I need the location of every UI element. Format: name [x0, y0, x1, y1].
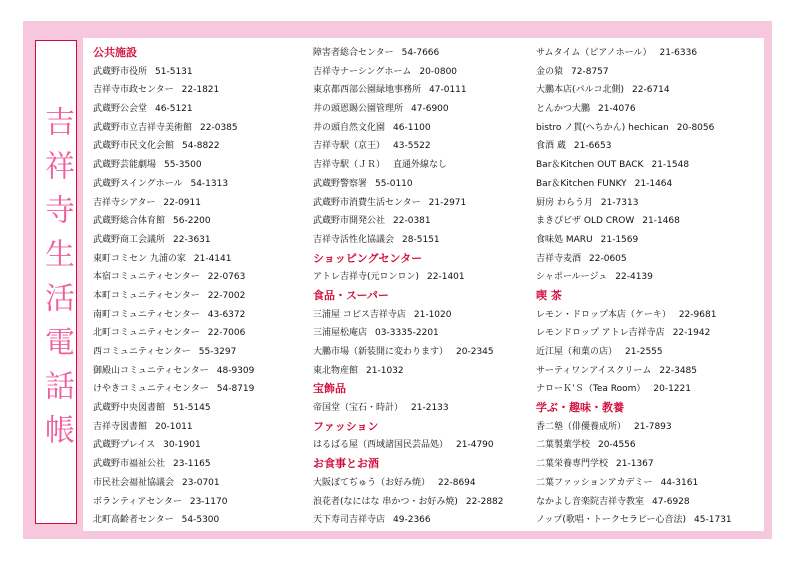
- entry-phone: 51-5131: [155, 66, 193, 77]
- entry-phone: 20-1221: [653, 384, 691, 395]
- entry-name: 武蔵野中央図書館: [93, 403, 166, 414]
- entry-name: 大阪ぼてぢゅう（お好み焼）: [313, 477, 431, 488]
- entry-name: とんかつ大鵬: [536, 104, 591, 115]
- entry-name: bistro ノ貫(へちかん) hechican: [536, 122, 669, 133]
- entry-name: 武蔵野芸能劇場: [93, 160, 157, 171]
- column-2: [313, 44, 533, 530]
- entry-name: 武蔵野市消費生活センター: [313, 197, 421, 208]
- entry-phone: 54-5300: [181, 515, 220, 526]
- entry-phone: 21-7893: [634, 421, 672, 432]
- entry-phone: 22-7006: [207, 328, 246, 339]
- entry-phone: 47-6900: [411, 104, 449, 115]
- entry-name: 井の頭恩賜公園管理所: [313, 104, 404, 115]
- entry-phone: 55-3500: [164, 160, 202, 171]
- entry-name: はるばる屋（西域諸国民芸品処）: [313, 440, 449, 451]
- entry-name: 東京都西部公園緑地事務所: [313, 85, 422, 96]
- entry-name: 浪花者(なにはな 串かつ・お好み焼): [313, 496, 458, 507]
- entry-phone: 22-0605: [589, 253, 627, 264]
- entry-phone: 28-5151: [402, 234, 440, 245]
- entry-phone: 20-2345: [456, 347, 494, 357]
- entry-name: 武蔵野警察署: [313, 178, 368, 189]
- directory-entry: [313, 306, 533, 325]
- directory-entry: [93, 212, 303, 231]
- directory-entry: [93, 63, 303, 82]
- entry-phone: 21-4076: [598, 104, 636, 115]
- entry-name: 金の猿: [536, 66, 564, 77]
- directory-entry: [536, 194, 761, 213]
- title-box: [35, 40, 77, 524]
- directory-entry: [313, 175, 533, 194]
- entry-name: 武蔵野市福祉公社: [93, 459, 166, 470]
- section-heading: ファッション: [313, 419, 379, 433]
- entry-name: レモン・ドロップ本店（ケーキ）: [536, 309, 671, 320]
- entry-name: 三浦屋 コピス吉祥寺店: [313, 309, 406, 320]
- entry-phone: 21-4141: [193, 253, 232, 264]
- directory-entry: [93, 156, 303, 175]
- entry-phone: 21-2133: [411, 403, 449, 414]
- entry-name: 井の頭自然文化園: [313, 122, 386, 133]
- entry-phone: 46-1100: [393, 122, 431, 133]
- entry-name: 香二塾（俳優養成所）: [536, 421, 627, 432]
- page-title: 吉祥寺生活電話帳: [39, 106, 74, 458]
- entry-name: 本宿コミュニティセンター: [93, 272, 200, 283]
- directory-entry: [536, 418, 761, 437]
- directory-entry: [93, 231, 303, 250]
- entry-name: 吉祥寺ナーシングホーム: [313, 66, 412, 77]
- entry-name: 帝国堂（宝石・時計）: [313, 403, 404, 414]
- directory-entry: [93, 343, 303, 362]
- entry-phone: 20-8056: [676, 122, 715, 133]
- entry-phone: 72-8757: [571, 66, 609, 77]
- entry-phone: 48-9309: [216, 365, 255, 376]
- directory-entry: [536, 100, 761, 119]
- entry-phone: 22-3485: [659, 365, 697, 376]
- directory-entry: [93, 81, 303, 100]
- entry-phone: 54-1313: [190, 178, 229, 189]
- entry-phone: 21-6653: [573, 141, 612, 152]
- directory-entry: [313, 63, 533, 82]
- entry-name: 武蔵野市立吉祥寺美術館: [93, 122, 193, 133]
- directory-entry: [536, 362, 761, 381]
- entry-name: 吉祥寺図書館: [93, 421, 148, 432]
- entry-name: まきぴビザ OLD CROW: [536, 216, 635, 227]
- directory-entry: [93, 119, 303, 138]
- entry-phone: 54-8822: [182, 141, 220, 152]
- directory-entry: [93, 100, 303, 119]
- entry-phone: 43-5522: [393, 141, 431, 152]
- directory-entry: [536, 137, 761, 156]
- entry-phone: 22-0763: [207, 272, 246, 283]
- directory-entry: [536, 474, 761, 493]
- directory-entry: [93, 194, 303, 213]
- entry-name: 武蔵野商工会議所: [93, 234, 166, 245]
- entry-name: 天下寿司吉祥寺店: [313, 515, 386, 526]
- directory-entry: [536, 175, 761, 194]
- entry-phone: 21-1032: [366, 365, 404, 376]
- entry-phone: 21-1464: [634, 178, 673, 189]
- directory-entry: [536, 119, 761, 138]
- entry-phone: 21-7313: [600, 197, 639, 208]
- directory-entry: [536, 268, 761, 287]
- entry-phone: 22-0381: [393, 216, 431, 227]
- entry-name: サムタイム（ピアノホール）: [536, 48, 652, 58]
- entry-name: サーティワンアイスクリーム: [536, 365, 652, 376]
- section-heading: 学ぶ・趣味・教養: [536, 401, 624, 415]
- entry-phone: 47-0111: [429, 85, 467, 96]
- entry-phone: 21-1548: [651, 160, 690, 171]
- directory-entry: [536, 343, 761, 362]
- entry-phone: 20-1011: [155, 421, 193, 432]
- directory-entry: [93, 306, 303, 325]
- entry-phone: 21-1020: [413, 309, 452, 320]
- entry-phone: 21-2555: [625, 347, 663, 357]
- entry-name: 南町コミュニティセンター: [93, 309, 200, 320]
- entry-name: Bar＆Kitchen OUT BACK: [536, 160, 644, 171]
- directory-entry: [536, 231, 761, 250]
- entry-phone: 直通外線なし: [393, 160, 448, 171]
- entry-phone: 30-1901: [163, 440, 201, 451]
- entry-phone: 23-1165: [173, 459, 211, 470]
- directory-entry: [313, 100, 533, 119]
- directory-entry: [536, 81, 761, 100]
- entry-name: なかよし音楽院吉祥寺教室: [536, 496, 645, 507]
- entry-name: 大鵬本店(パルコ北側): [536, 85, 625, 96]
- directory-entry: [313, 231, 533, 250]
- entry-name: 吉祥寺活性化協議会: [313, 234, 395, 245]
- entry-phone: 21-4790: [456, 440, 494, 451]
- entry-name: Bar＆Kitchen FUNKY: [536, 178, 627, 189]
- directory-entry: [536, 380, 761, 399]
- column-3: [536, 44, 761, 530]
- entry-phone: 22-7002: [207, 290, 246, 301]
- entry-phone: 22-3631: [173, 234, 211, 245]
- directory-entry: [536, 436, 761, 455]
- entry-name: 武蔵野スイングホール: [93, 178, 183, 189]
- entry-name: ボランティアセンター: [93, 496, 182, 507]
- entry-phone: 21-1569: [600, 234, 639, 245]
- entry-phone: 23-0701: [182, 477, 220, 488]
- directory-entry: [93, 268, 303, 287]
- entry-name: 武蔵野市役所: [93, 66, 148, 77]
- entry-phone: 49-2366: [393, 515, 431, 526]
- entry-name: 吉祥寺駅（ＪＲ）: [313, 160, 386, 171]
- directory-entry: [93, 287, 303, 306]
- entry-phone: 46-5121: [155, 104, 193, 115]
- entry-name: 三浦屋松庵店: [313, 328, 368, 339]
- entry-phone: 22-0911: [163, 197, 201, 208]
- entry-phone: 22-6714: [632, 85, 670, 96]
- directory-entry: [93, 250, 303, 269]
- entry-phone: 55-3297: [198, 347, 237, 357]
- entry-name: けやきコミュニティセンター: [93, 384, 209, 395]
- entry-name: 市民社会福祉協議会: [93, 477, 175, 488]
- entry-name: 吉祥寺市政センター: [93, 85, 174, 96]
- entry-phone: 21-6336: [659, 48, 698, 58]
- entry-phone: 54-8719: [216, 384, 255, 395]
- entry-name: 東北物産館: [313, 365, 359, 376]
- entry-name: 吉祥寺麦酒: [536, 253, 582, 264]
- entry-name: 本町コミュニティセンター: [93, 290, 200, 301]
- entry-name: ナローＫ’Ｓ（Tea Room）: [536, 384, 646, 395]
- entry-name: 北町コミュニティセンター: [93, 328, 200, 339]
- entry-name: 武蔵野市開発公社: [313, 216, 386, 227]
- directory-entry: [93, 493, 303, 512]
- section-heading: 宝飾品: [313, 382, 346, 396]
- entry-name: 吉祥寺駅（京王）: [313, 141, 386, 152]
- section-heading: お食事とお酒: [313, 457, 379, 471]
- directory-entry: [93, 511, 303, 530]
- entry-name: 障害者総合センター: [313, 48, 394, 58]
- directory-entry: [536, 511, 761, 530]
- section-heading: 喫 茶: [536, 288, 562, 302]
- directory-entry: [93, 455, 303, 474]
- directory-entry: [93, 380, 303, 399]
- directory-entry: [93, 399, 303, 418]
- entry-phone: 21-1468: [642, 216, 680, 227]
- entry-name: 吉祥寺シアター: [93, 197, 156, 208]
- directory-entry: [536, 306, 761, 325]
- directory-entry: [536, 156, 761, 175]
- entry-phone: 47-6928: [652, 496, 690, 507]
- directory-entry: [313, 474, 533, 493]
- directory-entry: [93, 137, 303, 156]
- directory-entry: [536, 63, 761, 82]
- entry-phone: 44-3161: [660, 477, 699, 488]
- entry-phone: 54-7666: [401, 48, 440, 58]
- directory-entry: [93, 436, 303, 455]
- section-heading: ショッピングセンター: [313, 251, 423, 265]
- entry-name: 大鵬市場（新装開に変わります）: [313, 347, 449, 357]
- entry-phone: 22-8694: [438, 477, 476, 488]
- entry-phone: 22-1821: [181, 85, 220, 96]
- entry-phone: 21-2971: [428, 197, 467, 208]
- entry-phone: 03-3335-2201: [375, 328, 439, 339]
- directory-entry: [93, 175, 303, 194]
- entry-name: 武蔵野総合体育館: [93, 216, 166, 227]
- entry-phone: 20-4556: [598, 440, 636, 451]
- entry-name: 武蔵野公会堂: [93, 104, 148, 115]
- entry-name: 西コミュニティセンター: [93, 347, 191, 357]
- entry-phone: 22-4139: [615, 272, 653, 283]
- directory-entry: [313, 436, 533, 455]
- directory-entry: [313, 137, 533, 156]
- directory-entry: [313, 156, 533, 175]
- directory-entry: [313, 343, 533, 362]
- entry-phone: 56-2200: [173, 216, 211, 227]
- entry-phone: 51-5145: [173, 403, 211, 414]
- entry-name: 食味処 MARU: [536, 234, 593, 245]
- entry-phone: 55-0110: [375, 178, 413, 189]
- entry-phone: 22-1401: [427, 272, 465, 283]
- entry-phone: 43-6372: [207, 309, 246, 320]
- entry-phone: 20-0800: [419, 66, 458, 77]
- entry-name: 北町高齢者センター: [93, 515, 174, 526]
- entry-name: アトレ吉祥寺(元ロンロン): [313, 272, 420, 283]
- directory-entry: [536, 324, 761, 343]
- entry-name: 二葉ファッションアカデミー: [536, 477, 653, 488]
- directory-entry: [536, 212, 761, 231]
- directory-entry: [536, 493, 761, 512]
- directory-entry: [313, 399, 533, 418]
- directory-entry: [93, 474, 303, 493]
- entry-name: 御殿山コミュニティセンター: [93, 365, 209, 376]
- entry-name: 東町コミセン 九浦の家: [93, 253, 186, 264]
- entry-phone: 45-1731: [694, 515, 732, 526]
- directory-entry: [313, 194, 533, 213]
- section-heading: 食品・スーパー: [313, 288, 389, 302]
- entry-name: 厨房 わらう月: [536, 197, 593, 208]
- entry-name: 二葉栄養専門学校: [536, 459, 609, 470]
- directory-entry: [313, 324, 533, 343]
- entry-phone: 21-1367: [616, 459, 654, 470]
- entry-name: レモンドロップ アトレ吉祥寺店: [536, 328, 665, 339]
- section-heading: 公共施設: [93, 46, 137, 59]
- entry-phone: 22-1942: [672, 328, 711, 339]
- entry-name: 武蔵野市民文化会館: [93, 141, 175, 152]
- directory-entry: [93, 418, 303, 437]
- directory-entry: [93, 324, 303, 343]
- entry-phone: 22-2882: [465, 496, 504, 507]
- directory-entry: [313, 268, 533, 287]
- directory-entry: [313, 212, 533, 231]
- entry-phone: 22-0385: [200, 122, 238, 133]
- directory-entry: [93, 362, 303, 381]
- entry-name: 食酒 蔵: [536, 141, 566, 152]
- entry-phone: 23-1170: [189, 496, 228, 507]
- directory-entry: [313, 119, 533, 138]
- entry-name: 近江屋（和菓の店）: [536, 347, 618, 357]
- directory-entry: [536, 250, 761, 269]
- entry-name: シャポールージュ: [536, 272, 608, 283]
- directory-entry: [313, 511, 533, 530]
- entry-phone: 22-9681: [678, 309, 717, 320]
- directory-entry: [313, 362, 533, 381]
- directory-entry: [536, 44, 761, 63]
- directory-entry: [313, 81, 533, 100]
- entry-name: 二葉製菓学校: [536, 440, 591, 451]
- entry-name: ノップ(歌唱・トークセラピー心音法): [536, 515, 687, 526]
- column-1: [93, 44, 303, 530]
- entry-name: 武蔵野プレイス: [93, 440, 156, 451]
- directory-entry: [536, 455, 761, 474]
- directory-entry: [313, 493, 533, 512]
- directory-entry: [313, 44, 533, 63]
